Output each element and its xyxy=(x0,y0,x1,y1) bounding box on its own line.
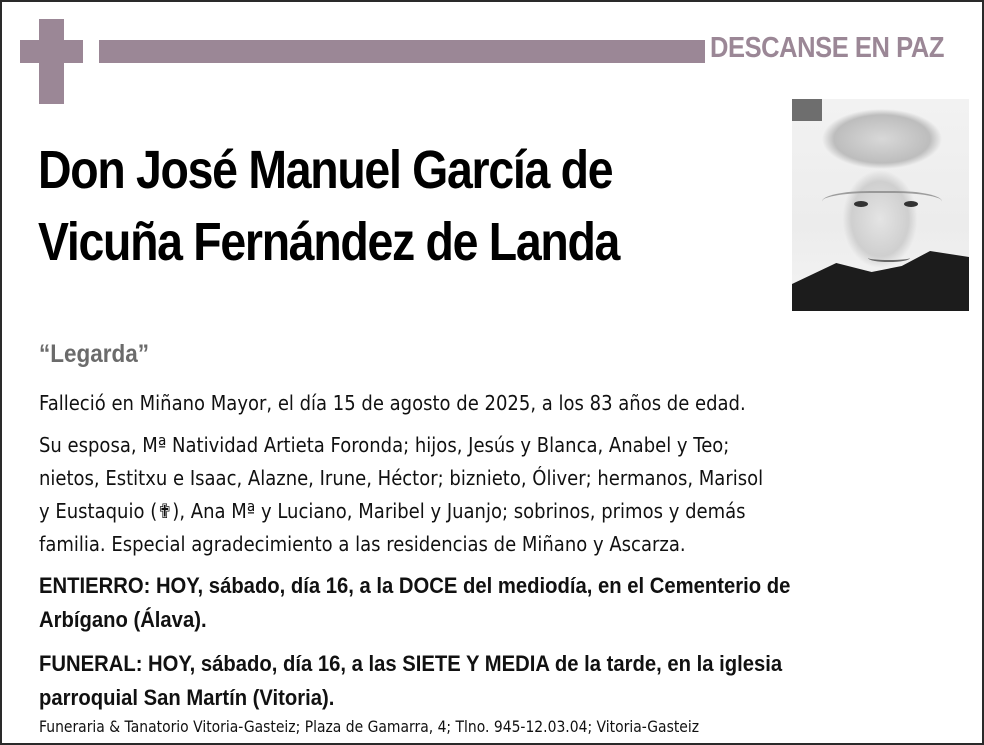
deceased-name-line-2: Vicuña Fernández de Landa xyxy=(38,212,620,272)
family-line: Su esposa, Mª Natividad Artieta Foronda; hijos, Jesús y Blanca, Anabel y Teo; xyxy=(39,433,730,457)
deceased-name-line-1: Don José Manuel García de xyxy=(38,140,613,200)
photo-background-object xyxy=(792,99,822,121)
funeral-line: parroquial San Martín (Vitoria). xyxy=(39,685,335,710)
death-notice: Falleció en Miñano Mayor, el día 15 de agosto de 2025, a los 83 años de edad. xyxy=(39,391,746,415)
burial-line: ENTIERRO: HOY, sábado, día 16, a la DOCE del mediodía, en el Cementerio de xyxy=(39,573,791,598)
header-title: DESCANSE EN PAZ xyxy=(710,32,944,64)
photo-glasses xyxy=(822,191,942,217)
funeral-line: FUNERAL: HOY, sábado, día 16, a las SIETE Y MEDIA de la tarde, en la iglesia xyxy=(39,651,783,676)
photo-mouth xyxy=(868,254,910,262)
latin-cross-icon-arm xyxy=(20,40,83,63)
header-divider-bar xyxy=(99,40,705,63)
burial-info xyxy=(39,569,790,637)
family-line: nietos, Estitxu e Isaac, Alazne, Irune, Héctor; biznieto, Óliver; hermanos, Marisol xyxy=(39,466,764,490)
photo-eye-right xyxy=(904,201,918,207)
burial-line: Arbígano (Álava). xyxy=(39,607,207,632)
family-line: y Eustaquio (✟), Ana Mª y Luciano, Maribel y Juanjo; sobrinos, primos y demás xyxy=(39,499,746,523)
deceased-name xyxy=(38,134,692,278)
family-paragraph xyxy=(39,429,763,561)
portrait-photo xyxy=(792,99,969,311)
nickname: “Legarda” xyxy=(39,340,150,368)
funeral-home-footer: Funeraria & Tanatorio Vitoria-Gasteiz; Plaza de Gamarra, 4; Tlno. 945-12.03.04; Vitoria-Gasteiz xyxy=(39,717,700,736)
photo-eye-left xyxy=(854,201,868,207)
funeral-info xyxy=(39,647,782,715)
family-line: familia. Especial agradecimiento a las residencias de Miñano y Ascarza. xyxy=(39,532,686,556)
